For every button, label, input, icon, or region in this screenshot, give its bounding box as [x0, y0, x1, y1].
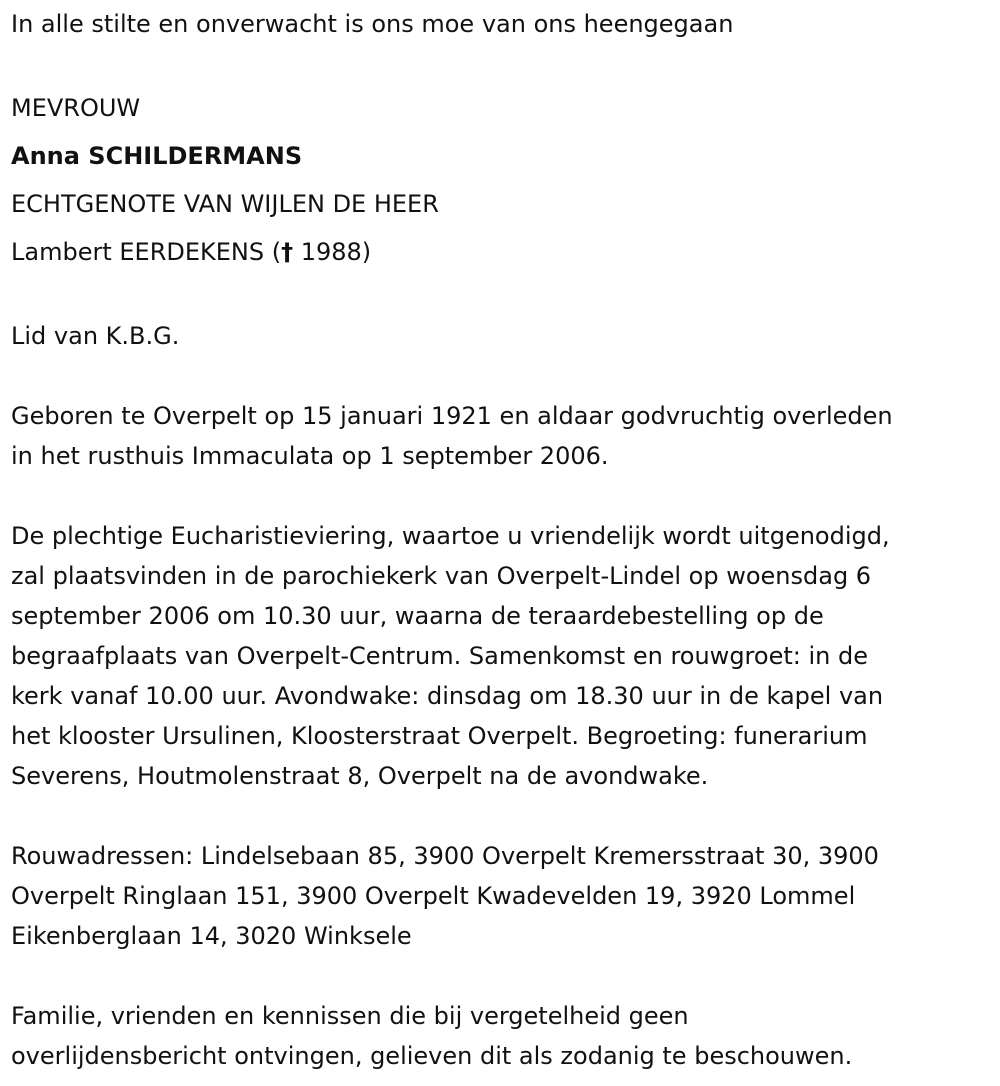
intro-text: In alle stilte en onverwacht is ons moe van ons heengegaan [11, 10, 734, 38]
paragraph-line: september 2006 om 10.30 uur, waarna de teraardebestelling op de [11, 602, 824, 630]
paragraph-line: kerk vanaf 10.00 uur. Avondwake: dinsdag om 18.30 uur in de kapel van [11, 682, 884, 710]
obituary-document [11, 0, 996, 1076]
paragraph-line: Overpelt Ringlaan 151, 3900 Overpelt Kwadevelden 19, 3920 Lommel [11, 882, 856, 910]
paragraph-line: De plechtige Eucharistieviering, waartoe u vriendelijk wordt uitgenodigd, [11, 522, 890, 550]
membership-text: Lid van K.B.G. [11, 322, 180, 350]
paragraph-line: zal plaatsvinden in de parochiekerk van Overpelt-Lindel op woensdag 6 [11, 562, 872, 590]
ceremony-paragraph [11, 516, 996, 796]
birth-death-paragraph [11, 396, 996, 476]
relation-text: ECHTGENOTE VAN WIJLEN DE HEER [11, 190, 439, 218]
paragraph-line: begraafplaats van Overpelt-Centrum. Samenkomst en rouwgroet: in de [11, 642, 868, 670]
spouse-name: Lambert EERDEKENS ( [11, 238, 282, 266]
paragraph-line: overlijdensbericht ontvingen, gelieven dit als zodanig te beschouwen. [11, 1042, 853, 1070]
paragraph-line: Severens, Houtmolenstraat 8, Overpelt na de avondwake. [11, 762, 709, 790]
spouse-line [11, 228, 996, 276]
paragraph-line: Eikenberglaan 14, 3020 Winksele [11, 922, 412, 950]
paragraph-line: Geboren te Overpelt op 15 januari 1921 en aldaar godvruchtig overleden [11, 402, 893, 430]
addresses-paragraph [11, 836, 996, 956]
paragraph-line: het klooster Ursulinen, Kloosterstraat Overpelt. Begroeting: funerarium [11, 722, 868, 750]
spouse-death-year: 1988) [293, 238, 372, 266]
honorific: MEVROUW [11, 94, 141, 122]
paragraph-line: Rouwadressen: Lindelsebaan 85, 3900 Overpelt Kremersstraat 30, 3900 [11, 842, 879, 870]
cross-icon: † [281, 238, 294, 266]
paragraph-line: in het rusthuis Immaculata op 1 september 2006. [11, 442, 609, 470]
deceased-name: Anna SCHILDERMANS [11, 142, 303, 170]
closing-paragraph [11, 996, 996, 1076]
deceased-header [11, 84, 996, 276]
paragraph-line: Familie, vrienden en kennissen die bij vergetelheid geen [11, 1002, 689, 1030]
